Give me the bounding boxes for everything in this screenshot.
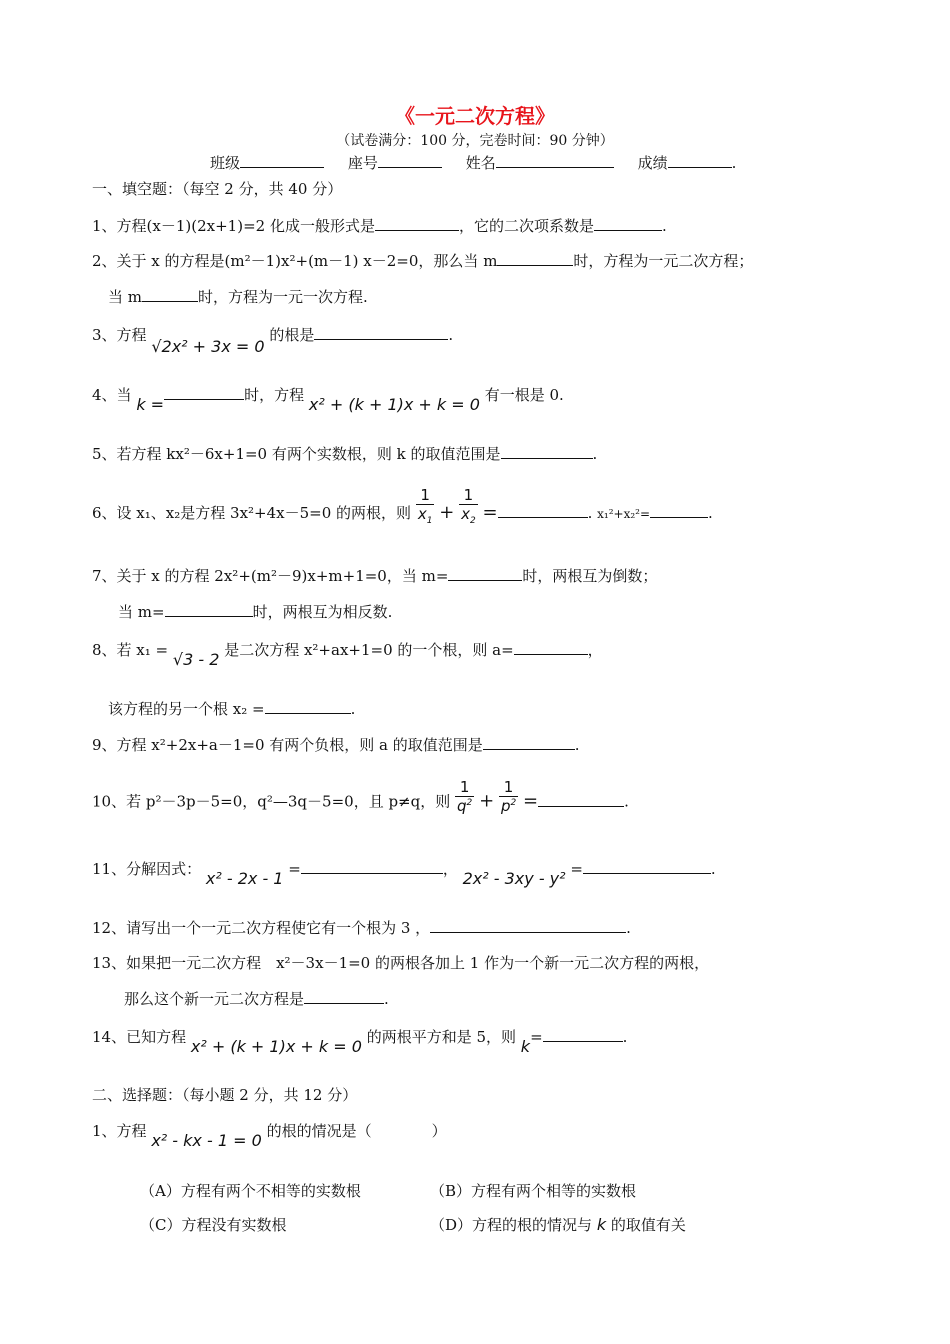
answer-blank[interactable] (538, 792, 624, 807)
answer-blank[interactable] (498, 503, 588, 518)
answer-blank[interactable] (448, 566, 522, 581)
question-12: 12、请写出一个一元二次方程使它有一个根为 3 ， . (92, 919, 631, 937)
answer-blank[interactable] (301, 859, 443, 874)
question-1: 1、方程(x－1)(2x+1)=2 化成一般形式是 ，它的二次项系数是 . (92, 217, 667, 235)
answer-blank[interactable] (430, 918, 626, 933)
equation: x² - kx - 1 = 0 (151, 1131, 262, 1150)
info-row: 班级 座号 姓名 成绩 . (210, 154, 737, 172)
section1-heading: 一、填空题：（每空 2 分，共 40 分） (92, 180, 343, 198)
question-7-b: 当 m= 时，两根互为相反数. (118, 603, 393, 621)
answer-blank[interactable] (501, 444, 593, 459)
fraction-1-over-q2: $\frac{1}{q^2}$ (457, 778, 473, 815)
seat-label: 座号 (347, 154, 378, 172)
name-blank[interactable] (496, 153, 614, 168)
question-8: 8、若 x₁ = √3 - 2 是二次方程 x²+ax+1=0 的一个根，则 a= ， (92, 641, 603, 669)
question-3: 3、方程 √2x² + 3x = 0 的根是 . (92, 326, 454, 356)
score-blank[interactable] (668, 153, 732, 168)
answer-blank[interactable] (497, 251, 573, 266)
page-title: 《一元二次方程》 (395, 104, 555, 128)
answer-blank[interactable] (543, 1027, 623, 1042)
answer-blank[interactable] (304, 989, 384, 1004)
equation: √3 - 2 (172, 650, 220, 669)
seat-blank[interactable] (378, 153, 442, 168)
option-b[interactable]: （B）方程有两个相等的实数根 (430, 1182, 637, 1200)
answer-blank[interactable] (650, 503, 708, 518)
question-7: 7、关于 x 的方程 2x²+(m²－9)x+m+1=0，当 m= 时，两根互为倒数； (92, 567, 658, 585)
fraction-1-over-x1: $\frac{1}{x_1}$ (417, 486, 433, 526)
answer-blank[interactable] (314, 325, 448, 340)
question-10: 10、若 p²－3p－5=0，q²—3q－5=0，且 p≠q，则 $\frac{1}{q^2}$ + $\frac{1}{p^2}$ = . (92, 778, 629, 815)
question-14: 14、已知方程 x² + (k + 1)x + k = 0 的两根平方和是 5，则 k= . (92, 1028, 628, 1056)
answer-blank[interactable] (165, 602, 253, 617)
class-label: 班级 (210, 154, 241, 172)
page-subtitle: （试卷满分：100 分，完卷时间：90 分钟） (336, 133, 614, 149)
option-c[interactable]: （C）方程没有实数根 (140, 1216, 287, 1234)
k-variable: k (520, 1037, 531, 1056)
question-9: 9、方程 x²+2x+a－1=0 有两个负根，则 a 的取值范围是 . (92, 736, 580, 754)
option-a[interactable]: （A）方程有两个不相等的实数根 (140, 1182, 361, 1200)
question-5: 5、若方程 kx²－6x+1=0 有两个实数根，则 k 的取值范围是 . (92, 445, 598, 463)
k-variable: k (596, 1215, 607, 1234)
answer-blank[interactable] (142, 287, 198, 302)
answer-blank[interactable] (375, 216, 459, 231)
question-13-b: 那么这个新一元二次方程是 . (124, 990, 389, 1008)
answer-blank[interactable] (164, 385, 244, 400)
question-4: 4、当 k = 时，方程 x² + (k + 1)x + k = 0 有一根是 0. (92, 386, 564, 414)
equation: x² + (k + 1)x + k = 0 (308, 395, 480, 414)
equation: √2x² + 3x = 0 (151, 337, 265, 356)
equation: x² + (k + 1)x + k = 0 (190, 1037, 362, 1056)
answer-blank[interactable] (594, 216, 662, 231)
answer-blank[interactable] (514, 640, 588, 655)
choice-question-1: 1、方程 x² - kx - 1 = 0 的根的情况是（ ） (92, 1122, 447, 1150)
question-6: 6、设 x₁、x₂是方程 3x²+4x－5=0 的两根，则 $\frac{1}{x_1}$ + $\frac{1}{x_2}$ = . x₁²+x₂²= . (92, 486, 713, 526)
name-label: 姓名 (465, 154, 496, 172)
class-blank[interactable] (240, 153, 324, 168)
question-8-b: 该方程的另一个根 x₂ = . (108, 700, 356, 718)
question-11: 11、分解因式： x² - 2x - 1 = ， 2x² - 3xy - y² = . (92, 860, 716, 888)
question-2-b: 当 m 时，方程为一元一次方程. (108, 288, 368, 306)
answer-blank[interactable] (265, 699, 351, 714)
score-label: 成绩 (637, 154, 668, 172)
answer-blank[interactable] (483, 735, 575, 750)
k-variable: k = (136, 395, 165, 414)
equation: x² - 2x - 1 (205, 869, 284, 888)
question-13: 13、如果把一元二次方程 x²－3x－1=0 的两根各加上 1 作为一个新一元二次方程的两根， (92, 954, 710, 972)
fraction-1-over-p2: $\frac{1}{p^2}$ (500, 778, 517, 815)
question-2: 2、关于 x 的方程是(m²－1)x²+(m－1) x－2=0，那么当 m 时，方程为一元二次方程； (92, 252, 754, 270)
equation: 2x² - 3xy - y² (462, 869, 566, 888)
section2-heading: 二、选择题：（每小题 2 分，共 12 分） (92, 1086, 358, 1104)
option-d[interactable]: （D）方程的根的情况与 k 的取值有关 (430, 1215, 686, 1234)
answer-blank[interactable] (583, 859, 711, 874)
fraction-1-over-x2: $\frac{1}{x_2}$ (461, 486, 476, 526)
